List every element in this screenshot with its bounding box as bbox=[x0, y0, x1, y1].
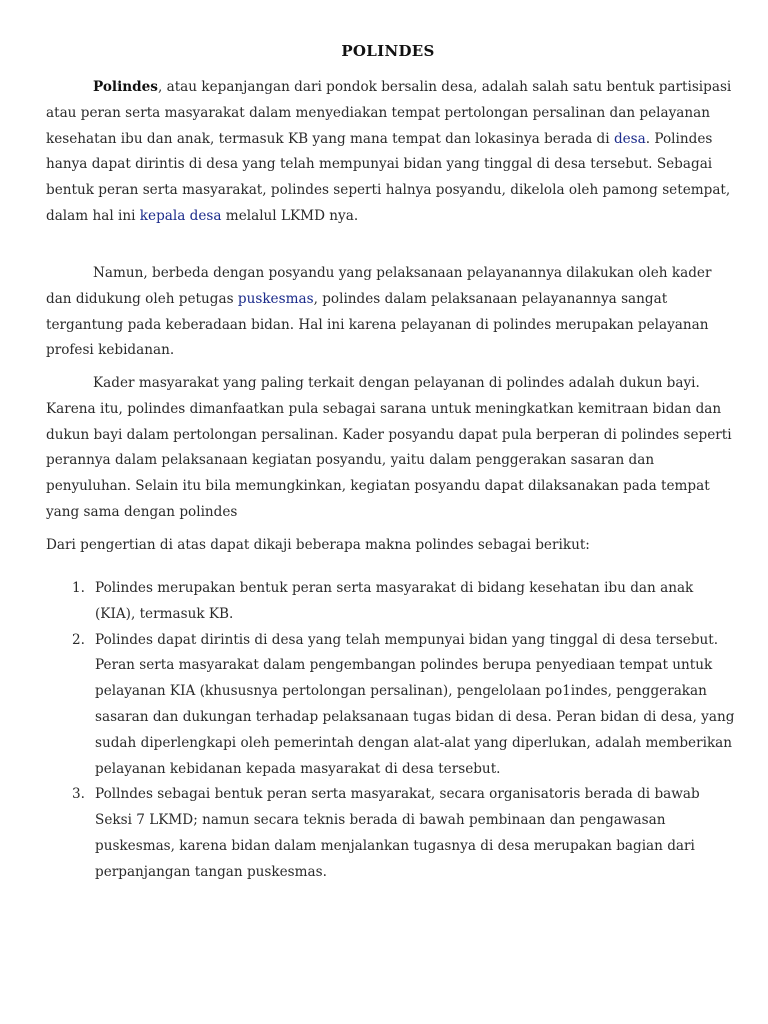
text: . Polindes hanya dapat dirintis di desa yang telah mempunyai bidan yang tinggal di desa tersebut. Sebagai bentuk peran serta masyarakat, polindes seperti halnya posyandu, dikelola oleh pamong setempat, dalam hal ini bbox=[46, 130, 731, 224]
list-text: Pollndes sebagai bentuk peran serta masyarakat, secara organisatoris berada di bawab Seksi 7 LKMD; namun secara teknis berada di bawah pembinaan dan pengawasan puskesmas, karena bidan dalam menjalankan tugasnya di desa merupakan bagian dari perpanjangan tangan puskesmas. bbox=[95, 786, 700, 880]
text: , polindes dalam pelaksanaan pelayanannya sangat tergantung pada keberadaan bidan. Hal ini karena pelayanan di polindes merupakan pelayanan profesi kebidanan. bbox=[46, 290, 709, 359]
link-desa[interactable]: desa bbox=[613, 130, 646, 147]
list-item bbox=[46, 628, 736, 783]
paragraph-definition bbox=[46, 75, 736, 230]
list-item bbox=[46, 782, 736, 885]
text: , atau kepanjangan dari pondok bersalin desa, adalah salah satu bentuk partisipasi atau peran serta masyarakat dalam menyediakan tempat pertolongan persalinan dan pelayanan kesehatan ibu dan anak, termasuk KB yang mana tempat dan lokasinya berada di bbox=[46, 79, 732, 147]
page-title: POLINDES bbox=[341, 42, 435, 60]
list-number: 3. bbox=[72, 786, 85, 803]
link-puskesmas[interactable]: puskesmas bbox=[237, 290, 314, 307]
list-text: Polindes merupakan bentuk peran serta masyarakat di bidang kesehatan ibu dan anak (KIA), termasuk KB. bbox=[95, 580, 694, 622]
list-number: 2. bbox=[72, 631, 85, 648]
text: melalul LKMD nya. bbox=[221, 207, 359, 224]
paragraph-kader: Kader masyarakat yang paling terkait dengan pelayanan di polindes adalah dukun bayi. Karena itu, polindes dimanfaatkan pula sebagai sarana untuk meningkatkan kemitraan bidan dan dukun bayi dalam pertolongan persalinan. Kader posyandu dapat pula berperan di polindes seperti perannya dalam pelaksanaan kegiatan posyandu, yaitu dalam penggerakan sasaran dan penyuluhan. Selain itu bila memungkinkan, kegiatan posyandu dapat dilaksanakan pada tempat yang sama dengan polindes bbox=[46, 375, 732, 520]
list-number: 1. bbox=[72, 580, 85, 596]
list-text: Polindes dapat dirintis di desa yang telah mempunyai bidan yang tinggal di desa tersebut. Peran serta masyarakat dalam pengembangan polindes berupa penyediaan tempat untuk pelayanan KIA (khususnya pertolongan persalinan), pengelolaan po1indes, penggerakan sasaran dan dukungan terhadap pelaksanaan tugas bidan di desa. Peran bidan di desa, yang sudah diperlengkapi oleh pemerintah dengan alat-alat yang diperlukan, adalah memberikan pelayanan kebidanan kepada masyarakat di desa tersebut. bbox=[95, 631, 735, 777]
meaning-list bbox=[46, 576, 736, 886]
list-item bbox=[46, 576, 736, 628]
paragraph-intro: Dari pengertian di atas dapat dikaji beberapa makna polindes sebagai berikut: bbox=[46, 537, 590, 553]
link-kepala-desa[interactable]: kepala desa bbox=[139, 207, 222, 224]
paragraph-comparison bbox=[46, 261, 736, 364]
term-polindes: Polindes bbox=[93, 79, 158, 95]
text: Namun, berbeda dengan posyandu yang pelaksanaan pelayanannya dilakukan oleh kader dan didukung oleh petugas bbox=[46, 265, 712, 307]
